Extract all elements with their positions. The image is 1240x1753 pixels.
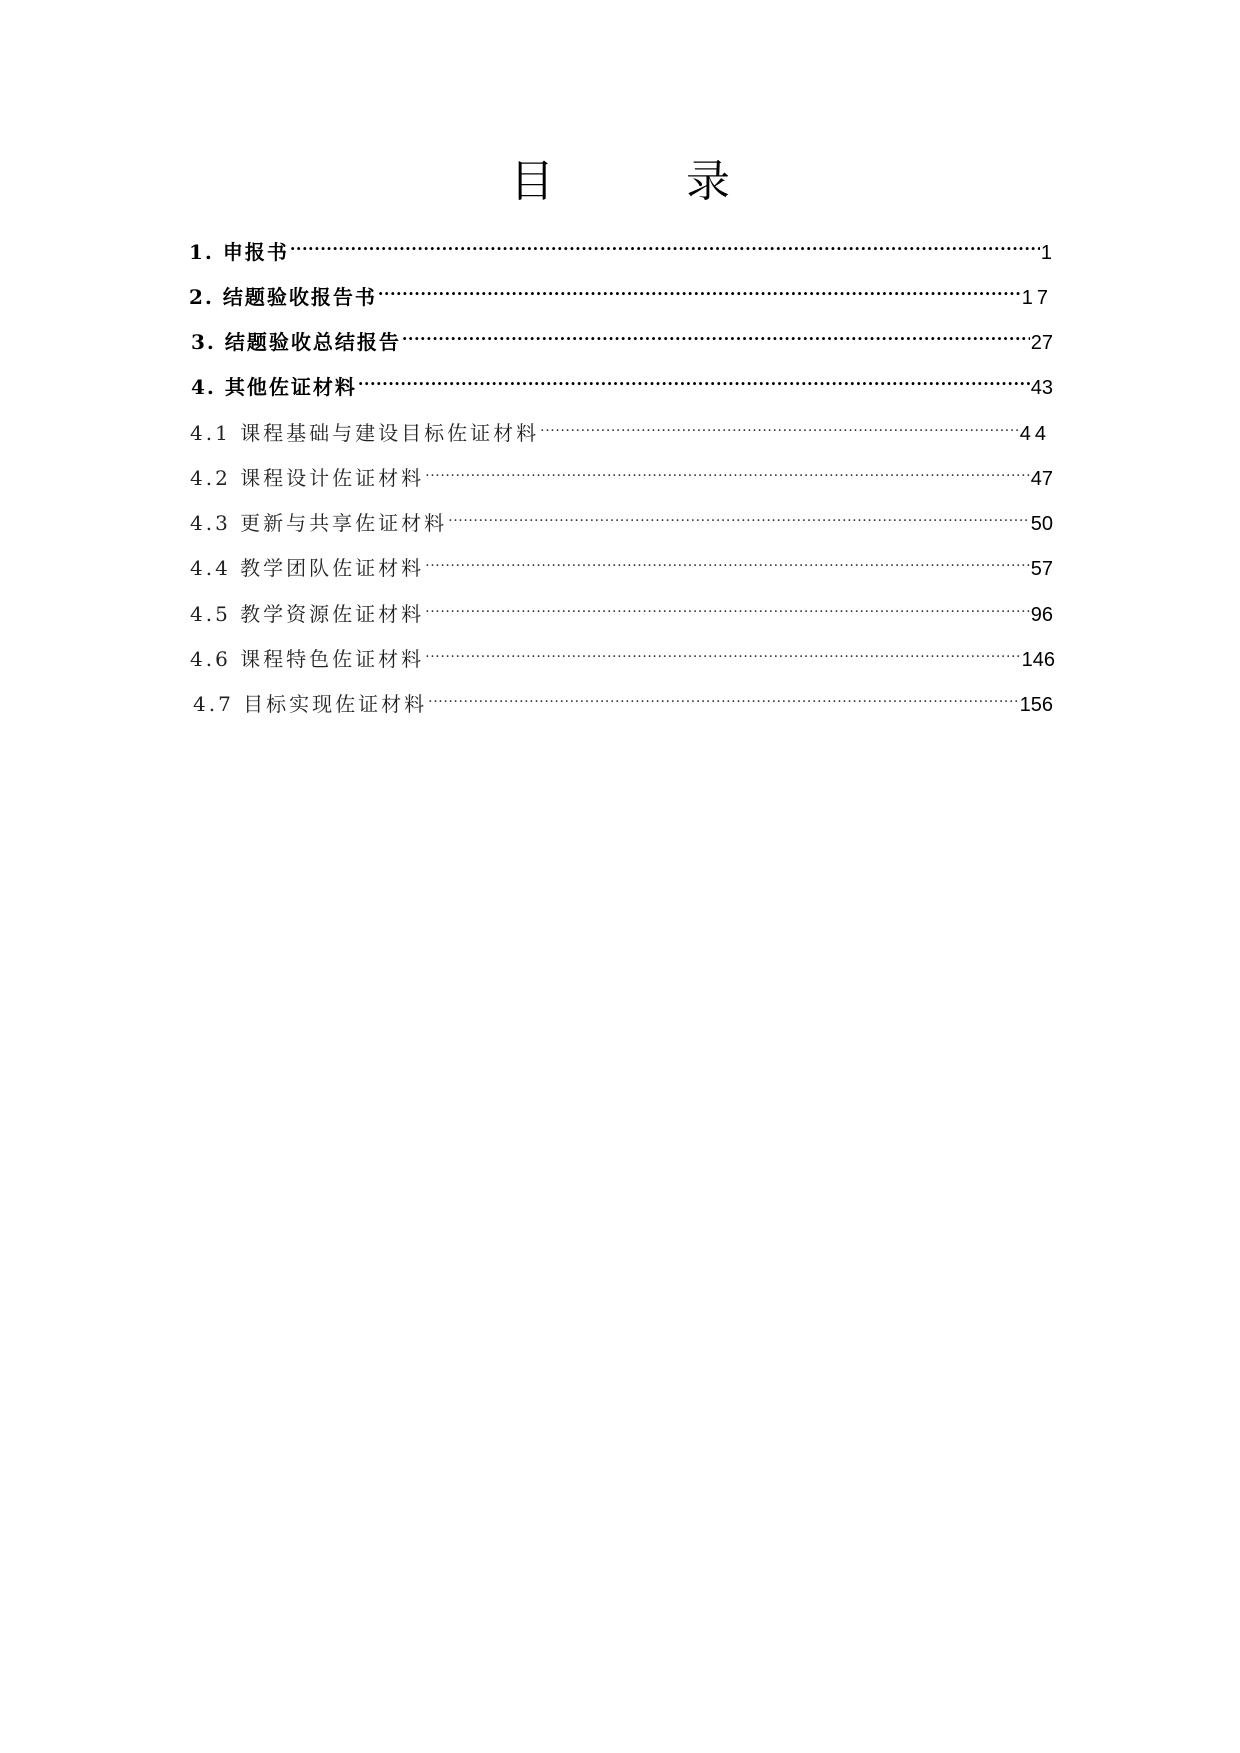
toc-entry-4-4[interactable] <box>190 545 1053 580</box>
toc-entry-page: 47 <box>1030 468 1053 490</box>
toc-dot-leader <box>378 274 1021 304</box>
toc-entry-4-3[interactable] <box>190 500 1053 535</box>
toc-entry-label: 1. 申报书 <box>189 240 289 264</box>
toc-entry-page: 96 <box>1030 604 1053 626</box>
toc-entry-page: 17 <box>1021 287 1052 309</box>
toc-dot-leader <box>540 410 1019 440</box>
toc-entry-page: 156 <box>1019 694 1053 716</box>
toc-entry-label: 4. 其他佐证材料 <box>191 375 357 399</box>
toc-entry-page: 43 <box>1030 377 1053 399</box>
toc-entry-page: 57 <box>1030 558 1053 580</box>
toc-entry-4[interactable] <box>191 364 1053 399</box>
toc-entry-label: 4.5 教学资源佐证材料 <box>190 602 425 626</box>
toc-entry-4-1[interactable] <box>190 410 1050 445</box>
toc-dot-leader <box>428 681 1018 711</box>
toc-entry-4-2[interactable] <box>190 455 1053 490</box>
page-title: 目 录 <box>510 156 774 207</box>
toc-dot-leader <box>358 364 1030 394</box>
toc-entry-page: 1 <box>1040 242 1052 264</box>
toc-entry-1[interactable] <box>189 229 1052 264</box>
toc-entry-page: 27 <box>1030 332 1053 354</box>
toc-entry-label: 2. 结题验收报告书 <box>189 285 377 309</box>
toc-entry-3[interactable] <box>191 319 1053 354</box>
toc-dot-leader <box>402 319 1030 349</box>
toc-entry-4-5[interactable] <box>190 591 1053 626</box>
toc-dot-leader <box>290 229 1040 259</box>
toc-entry-page: 44 <box>1019 423 1050 445</box>
toc-dot-leader <box>425 636 1020 666</box>
toc-dot-leader <box>448 500 1030 530</box>
toc-entry-label: 4.3 更新与共享佐证材料 <box>190 511 448 535</box>
toc-entry-label: 4.6 课程特色佐证材料 <box>190 647 425 671</box>
toc-entry-label: 4.7 目标实现佐证材料 <box>193 692 428 716</box>
toc-entry-label: 4.4 教学团队佐证材料 <box>190 556 425 580</box>
toc-entry-2[interactable] <box>189 274 1052 309</box>
toc-entry-4-6[interactable] <box>190 636 1055 671</box>
toc-dot-leader <box>425 591 1030 621</box>
toc-entry-label: 4.2 课程设计佐证材料 <box>190 466 425 490</box>
toc-entry-page: 50 <box>1030 513 1053 535</box>
toc-entry-page: 146 <box>1021 649 1055 671</box>
toc-entry-4-7[interactable] <box>193 681 1053 716</box>
toc-dot-leader <box>425 545 1030 575</box>
toc-entry-label: 3. 结题验收总结报告 <box>191 330 401 354</box>
toc-entry-label: 4.1 课程基础与建设目标佐证材料 <box>190 421 540 445</box>
toc-dot-leader <box>425 455 1030 485</box>
